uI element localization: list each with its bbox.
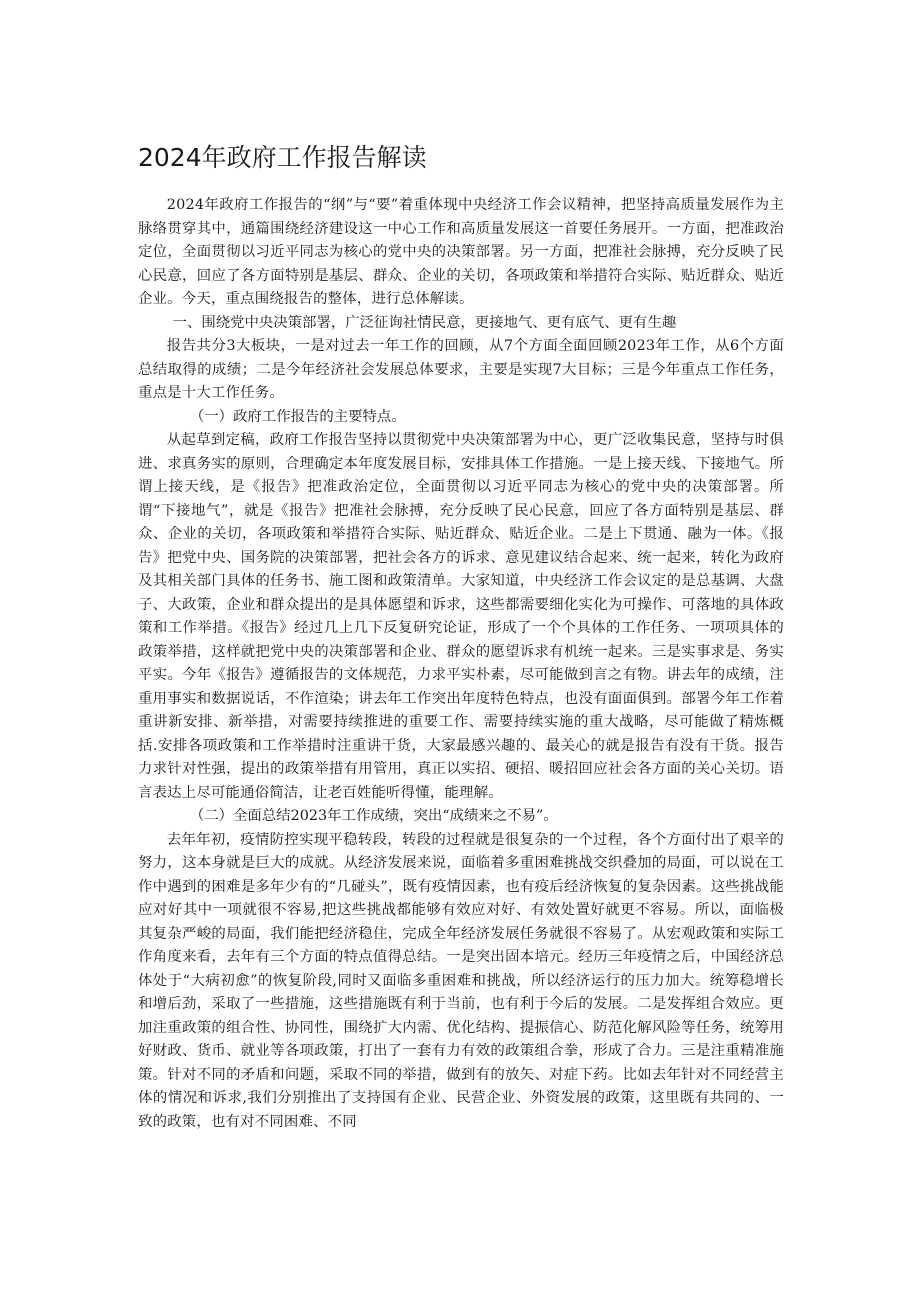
intro-paragraph: 2024年政府工作报告的“纲”与“要”着重体现中央经济工作会议精神，把坚持高质量发展作为主脉络贯穿其中，通篇围绕经济建设这一中心工作和高质量发展这一首要任务展开。一方面，把准政治定位，全面贯彻以习近平同志为核心的党中央的决策部署。另一方面，把准社会脉搏，充分反映了民心民意，回应了各方面特别是基层、群众、企业的关切，各项政策和举措符合实际、贴近群众、贴近企业。今天，重点围绕报告的整体，进行总体解读。 [138,197,784,307]
document-title: 2024年政府工作报告解读 [138,143,427,172]
subsection-1-paragraph: 从起草到定稿，政府工作报告坚持以贯彻党中央决策部署为中心，更广泛收集民意，坚持与时俱进、求真务实的原则，合理确定本年度发展目标，安排具体工作措施。一是上接天线、下接地气。所谓上接天线，是《报告》把准政治定位，全面贯彻以习近平同志为核心的党中央的决策部署。所谓“下接地气”，就是《报告》把准社会脉搏，充分反映了民心民意，回应了各方面特别是基层、群众、企业的关切，各项政策和举措符合实际、贴近群众、贴近企业。二是上下贯通、融为一体。《报告》把党中央、国务院的决策部署，把社会各方的诉求、意见建议结合起来、统一起来，转化为政府及其相关部门具体的任务书、施工图和政策清单。大家知道，中央经济工作会议定的是总基调、大盘子、大政策，企业和群众提出的是具体愿望和诉求，这些都需要细化实化为可操作、可落地的具体政策和工作举措。《报告》经过几上几下反复研究论证，形成了一个个具体的工作任务、一项项具体的政策举措，这样就把党中央的决策部署和企业、群众的愿望诉求有机统一起来。三是实事求是、务实平实。今年《报告》遵循报告的文体规范，力求平实朴素，尽可能做到言之有物。讲去年的成绩，注重用事实和数据说话，不作渲染；讲去年工作突出年度特色特点，也没有面面俱到。部署今年工作着重讲新安排、新举措，对需要持续推进的重要工作、需要持续实施的重大战略，尽可能做了精炼概括.安排各项政策和工作举措时注重讲干货，大家最感兴趣的、最关心的就是报告有没有干货。报告力求针对性强，提出的政策举措有用管用，真正以实招、硬招、暖招回应社会各方面的关心关切。语言表达上尽可能通俗简洁，让老百姓能听得懂，能理解。 [138,432,784,801]
section-1-paragraph: 报告共分3大板块，一是对过去一年工作的回顾，从7个方面全面回顾2023年工作，从6个方面总结取得的成绩；二是今年经济社会发展总体要求，主要是实现7大目标；三是今年重点工作任务，重点是十大工作任务。 [138,338,784,401]
document-page [138,140,784,1134]
subsection-heading-1: （一）政府工作报告的主要特点。 [189,408,406,425]
subsection-2-paragraph: 去年年初，疫情防控实现平稳转段，转段的过程就是很复杂的一个过程，各个方面付出了艰辛的努力，这本身就是巨大的成就。从经济发展来说，面临着多重困难挑战交织叠加的局面，可以说在工作中遇到的困难是多年少有的“几碰头”，既有疫情因素，也有疫后经济恢复的复杂因素。这些挑战能应对好其中一项就很不容易,把这些挑战都能够有效应对好、有效处置好就更不容易。所以，面临极其复杂严峻的局面，我们能把经济稳住，完成全年经济发展任务就很不容易了。从宏观政策和实际工作角度来看，去年有三个方面的特点值得总结。一是突出固本培元。经历三年疫情之后，中国经济总体处于“大病初愈”的恢复阶段,同时又面临多重困难和挑战，所以经济运行的压力加大。统筹稳增长和增后劲，采取了一些措施，这些措施既有利于当前，也有利于今后的发展。二是发挥组合效应。更加注重政策的组合性、协同性，围绕扩大内需、优化结构、提振信心、防范化解风险等任务，统筹用好财政、货币、就业等各项政策，打出了一套有力有效的政策组合拳，形成了合力。三是注重精准施策。针对不同的矛盾和问题，采取不同的举措，做到有的放矢、对症下药。比如去年针对不同经营主体的情况和诉求,我们分别推出了支持国有企业、民营企业、外资发展的政策，这里既有共同的、一致的政策，也有对不同困难、不同 [138,831,784,1130]
subsection-heading-2: （二）全面总结2023年工作成绩，突出“成绩来之不易”。 [189,808,558,824]
section-heading-1: 一、围绕党中央决策部署，广泛征询社情民意，更接地气、更有底气、更有生趣 [172,314,677,331]
